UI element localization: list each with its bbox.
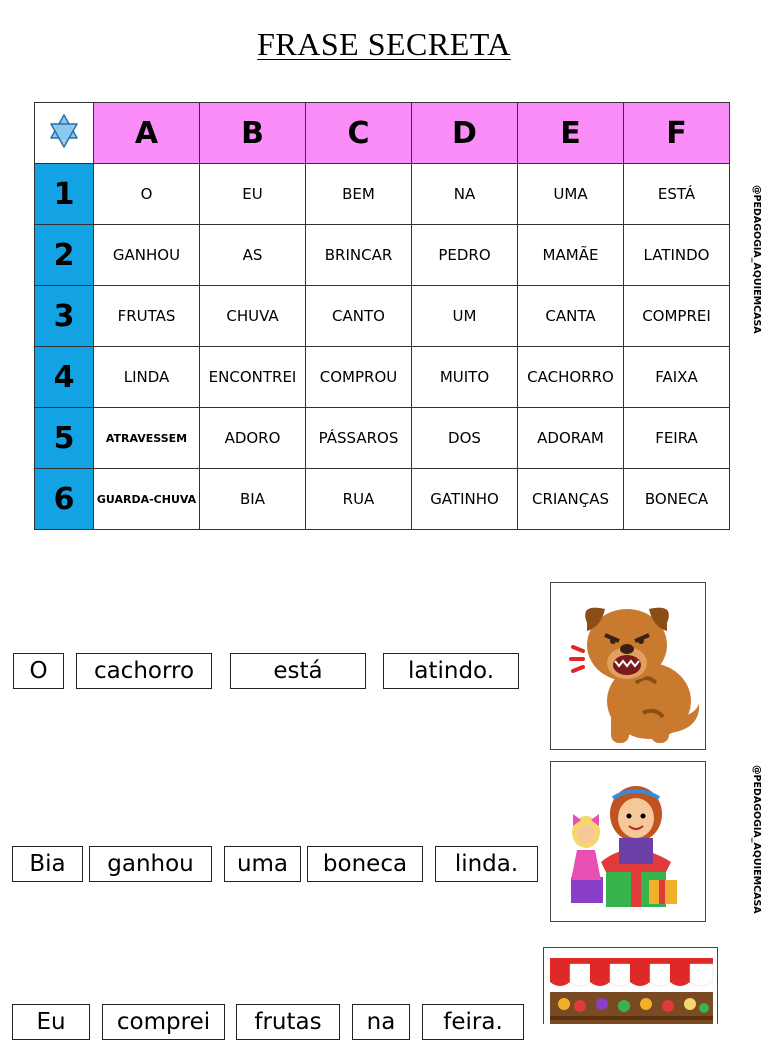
grid-cell: COMPROU <box>306 347 412 408</box>
page-title: FRASE SECRETA <box>257 26 511 62</box>
grid-cell: ESTÁ <box>624 164 730 225</box>
grid-cell: FEIRA <box>624 408 730 469</box>
sentence-2-word: linda. <box>435 846 538 882</box>
row-header-1: 1 <box>35 164 94 225</box>
grid-row-3 <box>35 286 730 347</box>
sentence-2-word: boneca <box>307 846 423 882</box>
grid-cell: GATINHO <box>412 469 518 530</box>
sentence-3-word: feira. <box>422 1004 524 1040</box>
grid-cell: ADORO <box>200 408 306 469</box>
grid-cell: LATINDO <box>624 225 730 286</box>
grid-cell: FAIXA <box>624 347 730 408</box>
watermark-top: @PEDAGOGIA_AQUIEMCASA <box>751 185 762 334</box>
grid-cell: CANTA <box>518 286 624 347</box>
sentence-1-word: O <box>13 653 64 689</box>
grid-cell: BRINCAR <box>306 225 412 286</box>
market-stall-picture <box>543 947 718 1024</box>
column-header-f: F <box>624 103 730 164</box>
column-header-e: E <box>518 103 624 164</box>
grid-cell: GUARDA-CHUVA <box>94 469 200 530</box>
grid-cell: ATRAVESSEM <box>94 408 200 469</box>
grid-cell: O <box>94 164 200 225</box>
sentence-2-word: uma <box>224 846 301 882</box>
grid-cell: MAMÃE <box>518 225 624 286</box>
column-header-d: D <box>412 103 518 164</box>
dog-icon <box>551 583 706 750</box>
grid-corner <box>35 103 94 164</box>
grid-row-1 <box>35 164 730 225</box>
grid-cell: DOS <box>412 408 518 469</box>
grid-cell: CRIANÇAS <box>518 469 624 530</box>
row-header-4: 4 <box>35 347 94 408</box>
row-header-6: 6 <box>35 469 94 530</box>
sentence-1-word: está <box>230 653 366 689</box>
grid-cell: UMA <box>518 164 624 225</box>
grid-cell: PEDRO <box>412 225 518 286</box>
watermark-bottom: @PEDAGOGIA_AQUIEMCASA <box>751 765 762 914</box>
girl-with-doll-and-gifts-picture <box>550 761 706 922</box>
grid-cell: AS <box>200 225 306 286</box>
grid-cell: EU <box>200 164 306 225</box>
column-header-a: A <box>94 103 200 164</box>
grid-row-5 <box>35 408 730 469</box>
sentence-2-word: Bia <box>12 846 83 882</box>
grid-cell: NA <box>412 164 518 225</box>
grid-cell: BIA <box>200 469 306 530</box>
sentence-3-word: comprei <box>102 1004 225 1040</box>
grid-header-row <box>35 103 730 164</box>
grid-cell: GANHOU <box>94 225 200 286</box>
grid-row-4 <box>35 347 730 408</box>
grid-cell: LINDA <box>94 347 200 408</box>
grid-cell: ADORAM <box>518 408 624 469</box>
sentence-1-word: latindo. <box>383 653 519 689</box>
grid-row-2 <box>35 225 730 286</box>
barking-dog-picture <box>550 582 706 750</box>
sentence-3-word: frutas <box>236 1004 340 1040</box>
grid-cell: CHUVA <box>200 286 306 347</box>
grid-cell: CACHORRO <box>518 347 624 408</box>
grid-cell: MUITO <box>412 347 518 408</box>
row-header-3: 3 <box>35 286 94 347</box>
column-header-c: C <box>306 103 412 164</box>
grid-cell: BEM <box>306 164 412 225</box>
sentence-2-word: ganhou <box>89 846 212 882</box>
secret-phrase-grid <box>34 102 730 530</box>
grid-cell: COMPREI <box>624 286 730 347</box>
market-stall-icon <box>544 948 718 1024</box>
sentence-3-word: Eu <box>12 1004 90 1040</box>
grid-cell: CANTO <box>306 286 412 347</box>
sentence-1-word: cachorro <box>76 653 212 689</box>
grid-cell: ENCONTREI <box>200 347 306 408</box>
grid-cell: RUA <box>306 469 412 530</box>
row-header-5: 5 <box>35 408 94 469</box>
sentence-3-word: na <box>352 1004 410 1040</box>
grid-cell: FRUTAS <box>94 286 200 347</box>
star-of-david-icon <box>48 113 80 149</box>
row-header-2: 2 <box>35 225 94 286</box>
grid-cell: BONECA <box>624 469 730 530</box>
grid-cell: UM <box>412 286 518 347</box>
grid-cell: PÁSSAROS <box>306 408 412 469</box>
column-header-b: B <box>200 103 306 164</box>
grid-row-6 <box>35 469 730 530</box>
gift-icon <box>551 762 706 922</box>
